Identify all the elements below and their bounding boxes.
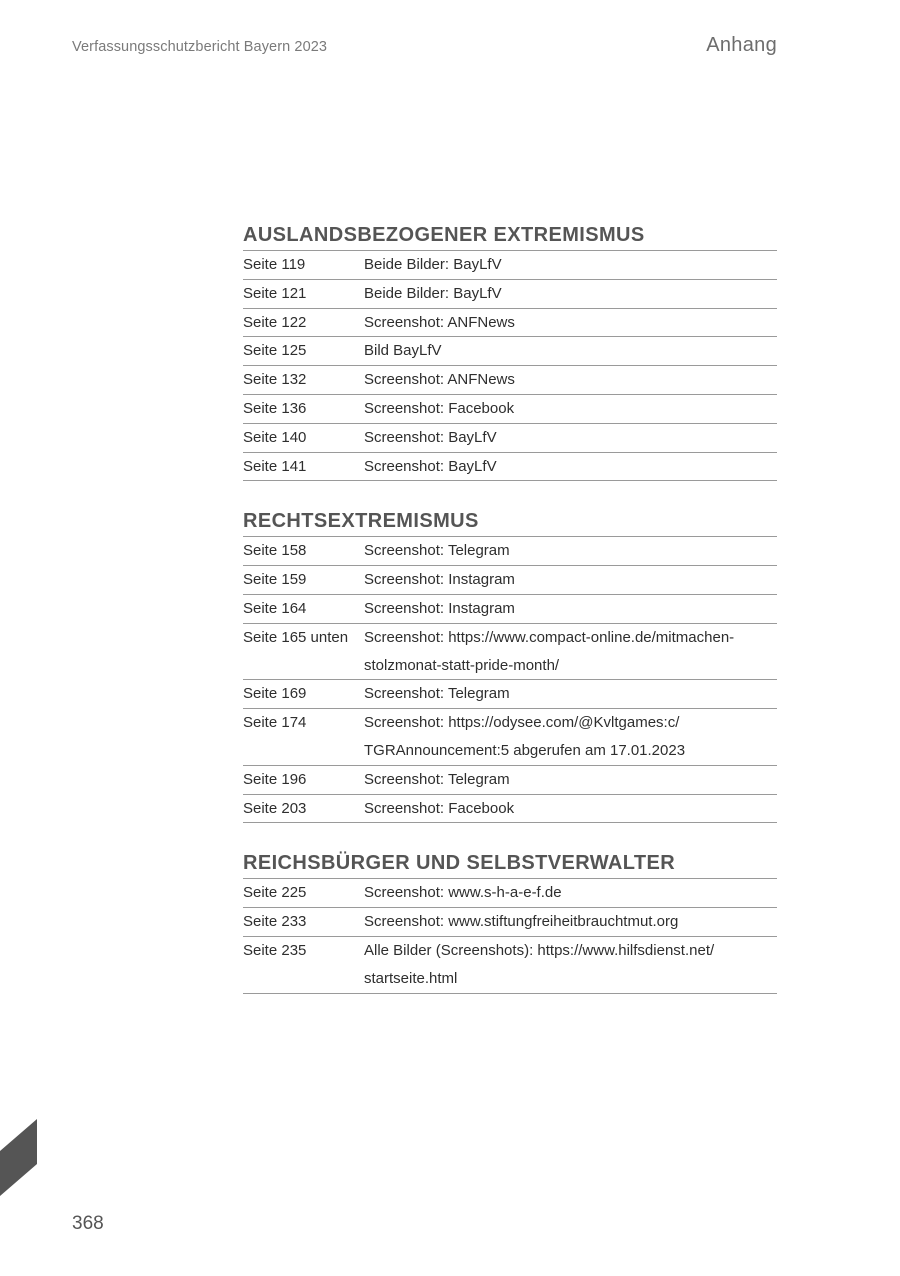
credit-row: [243, 709, 777, 766]
page-reference: Seite 164: [243, 599, 307, 617]
running-header-title: Verfassungsschutzbericht Bayern 2023: [72, 39, 328, 55]
credit-row: [243, 453, 777, 482]
page-reference: Seite 159: [243, 571, 307, 589]
image-source: [364, 680, 777, 708]
image-source-line: Screenshot: www.s-h-a-e-f.de: [364, 884, 562, 902]
image-source: [364, 595, 777, 623]
image-source-line: Screenshot: Facebook: [364, 399, 515, 417]
credit-row: [243, 566, 777, 595]
page-reference: Seite 136: [243, 399, 307, 417]
page-reference: Seite 233: [243, 913, 307, 931]
image-source: [364, 366, 777, 394]
image-source-line: Screenshot: Telegram: [364, 685, 510, 703]
image-credits-list: [243, 222, 777, 1021]
image-source: [364, 424, 777, 452]
page-reference: Seite 141: [243, 457, 307, 475]
credit-row: [243, 624, 777, 681]
image-source-line: Screenshot: Facebook: [364, 799, 515, 817]
image-source-line: stolzmonat-statt-pride-month/: [364, 656, 560, 674]
image-source: [364, 908, 777, 936]
credit-row: [243, 537, 777, 566]
page-reference: Seite 196: [243, 770, 307, 788]
image-source: [364, 937, 777, 993]
image-source-line: Screenshot: Telegram: [364, 542, 510, 560]
credits-section: [243, 508, 777, 823]
running-header-chapter: Anhang: [706, 34, 777, 56]
image-source-line: Screenshot: BayLfV: [364, 457, 497, 475]
credit-row: [243, 280, 777, 309]
image-source: [364, 766, 777, 794]
image-source-line: Screenshot: https://odysee.com/@Kvltgames:c/: [364, 714, 680, 732]
image-source: [364, 879, 777, 907]
image-source: [364, 309, 777, 337]
image-source-line: Beide Bilder: BayLfV: [364, 256, 502, 273]
image-source-line: TGRAnnouncement:5 abgerufen am 17.01.2023: [364, 741, 686, 759]
page-reference: Seite 235: [243, 941, 307, 959]
page-reference: Seite 140: [243, 428, 307, 446]
image-source: [364, 624, 777, 680]
image-source: [364, 395, 777, 423]
image-source: [364, 280, 777, 308]
image-source-line: Screenshot: Instagram: [364, 599, 515, 617]
credit-row: [243, 766, 777, 795]
page-reference: Seite 158: [243, 542, 307, 560]
page-reference: Seite 165 unten: [243, 628, 349, 646]
image-source: [364, 566, 777, 594]
image-source: [364, 337, 777, 365]
image-source-line: Screenshot: BayLfV: [364, 428, 497, 446]
image-source-line: startseite.html: [364, 969, 458, 987]
image-source-line: Screenshot: Instagram: [364, 571, 515, 589]
page-reference: Seite 169: [243, 685, 307, 703]
image-source-line: Screenshot: Telegram: [364, 770, 510, 788]
credit-row: [243, 595, 777, 624]
page-reference: Seite 174: [243, 714, 307, 732]
corner-mark-icon: [0, 1119, 37, 1196]
image-source-line: Beide Bilder: BayLfV: [364, 284, 502, 302]
credits-section: [243, 222, 777, 481]
image-source-line: Screenshot: ANFNews: [364, 313, 515, 331]
image-source: [364, 795, 777, 823]
credit-row: [243, 337, 777, 366]
image-source-line: Screenshot: ANFNews: [364, 371, 515, 389]
image-source-line: Bild BayLfV: [364, 342, 442, 360]
page-reference: Seite 225: [243, 884, 307, 902]
page-reference: Seite 122: [243, 313, 307, 331]
image-source-line: Screenshot: https://www.compact-online.de/mitmachen-: [364, 628, 735, 646]
credit-row: [243, 424, 777, 453]
page-reference: Seite 121: [243, 284, 307, 302]
image-source: [364, 709, 777, 765]
section-title: RECHTSEXTREMISMUS: [243, 508, 777, 537]
image-source: [364, 251, 777, 279]
credit-row: [243, 366, 777, 395]
page-reference: Seite 125: [243, 342, 307, 360]
page-reference: Seite 119: [243, 256, 306, 273]
page-reference: Seite 132: [243, 371, 307, 389]
image-source-line: Screenshot: www.stiftungfreiheitbrauchtmut.org: [364, 913, 679, 931]
image-source: [364, 453, 777, 481]
page-number: 368: [72, 1213, 104, 1234]
credit-row: [243, 251, 777, 280]
credit-row: [243, 395, 777, 424]
section-title: REICHSBÜRGER UND SELBSTVERWALTER: [243, 850, 777, 879]
credit-row: [243, 908, 777, 937]
section-title: AUSLANDSBEZOGENER EXTREMISMUS: [243, 222, 777, 251]
credit-row: [243, 795, 777, 824]
image-source: [364, 537, 777, 565]
credit-row: [243, 937, 777, 994]
credit-row: [243, 680, 777, 709]
page-reference: Seite 203: [243, 799, 307, 817]
credit-row: [243, 309, 777, 338]
image-source-line: Alle Bilder (Screenshots): https://www.hilfsdienst.net/: [364, 941, 715, 959]
credit-row: [243, 879, 777, 908]
credits-section: [243, 850, 777, 993]
